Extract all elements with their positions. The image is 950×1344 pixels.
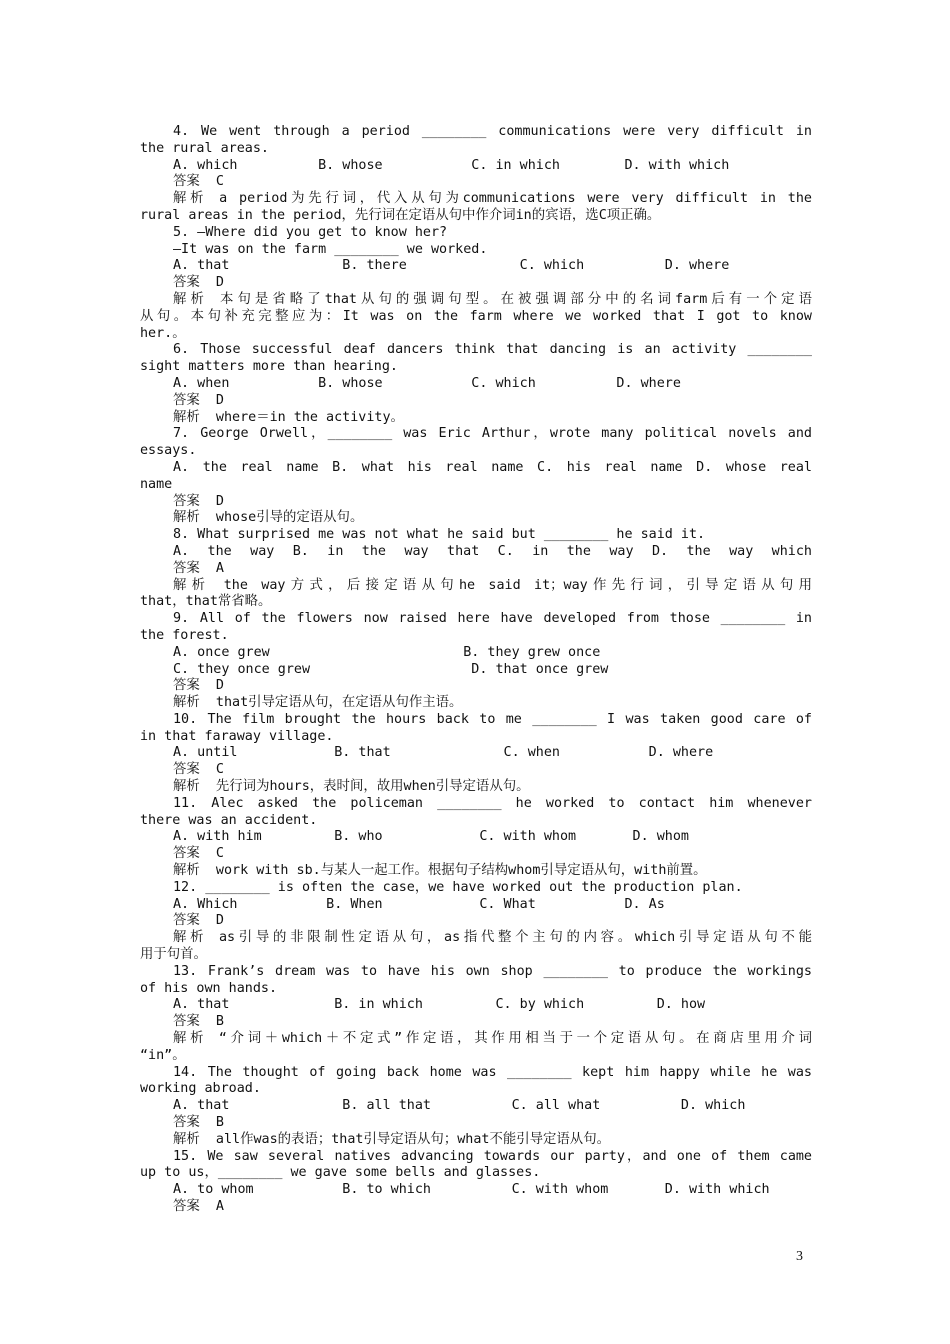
text-line: 解析 本句是省略了that从句的强调句型。在被强调部分中的名词farm后有一个定语 [173, 291, 812, 307]
text-line: 8. What surprised me was not what he said but ________ he said it. [173, 527, 706, 543]
text-line: A. the way B. in the way that C. in the way D. the way which [173, 543, 812, 559]
text-line: 解析 whose引导的定语从句。 [173, 510, 364, 526]
text-line: A. Which B. When C. What D. As [173, 896, 665, 912]
text-line: 答案 C [173, 174, 224, 190]
text-line: her.。 [140, 325, 186, 341]
text-line: 13. Frank’s dream was to have his own shop ________ to produce the workings [173, 963, 812, 979]
text-line: 从句。本句补充完整应为：It was on the farm where we worked that I got to know [140, 308, 812, 324]
text-line: 9. All of the flowers now raised here have developed from those ________ in [173, 611, 812, 627]
text-line: that，that常省略。 [140, 594, 272, 610]
text-line: 答案 D [173, 493, 224, 509]
text-line: 5. —Where did you get to know her? [173, 224, 448, 240]
text-line: 解析 先行词为hours，表时间，故用when引导定语从句。 [173, 779, 530, 795]
text-line: 答案 B [173, 1115, 224, 1131]
text-line: of his own hands. [140, 980, 278, 996]
text-line: 15. We saw several natives advancing towards our party，and one of them came [173, 1148, 812, 1164]
text-line: the rural areas. [140, 140, 269, 156]
text-line: A. to whom B. to which C. with whom D. with which [173, 1182, 770, 1198]
text-line: 答案 A [173, 560, 224, 576]
text-line: C. they once grew D. that once grew [173, 661, 609, 677]
text-line: A. with him B. who C. with whom D. whom [173, 829, 689, 845]
text-line: —It was on the farm ________ we worked. [173, 241, 488, 257]
exercise-text-block [140, 124, 812, 1216]
text-line: working abroad. [140, 1081, 261, 1097]
text-line: 解析 that引导定语从句，在定语从句作主语。 [173, 695, 463, 711]
text-line: 解析 “介词＋which＋不定式”作定语，其作用相当于一个定语从句。在商店里用介词 [173, 1031, 812, 1047]
text-line: 解析 where＝in the activity。 [173, 409, 404, 425]
text-line: name [140, 476, 173, 492]
text-line: sight matters more than hearing. [140, 359, 398, 375]
text-line: A. until B. that C. when D. where [173, 745, 714, 761]
text-line: “in”。 [140, 1047, 186, 1063]
text-line: 答案 D [173, 275, 224, 291]
text-line: 解析 all作was的表语；that引导定语从句；what不能引导定语从句。 [173, 1131, 610, 1147]
text-line: A. that B. in which C. by which D. how [173, 997, 706, 1013]
text-line: 7. George Orwell，________ was Eric Arthur，wrote many political novels and [173, 426, 812, 442]
text-line: up to us，________ we gave some bells and glasses. [140, 1165, 541, 1181]
text-line: 答案 D [173, 913, 224, 929]
text-line: A. the real name B. what his real name C. his real name D. whose real [173, 459, 812, 475]
text-line: essays. [140, 443, 197, 459]
text-line: rural areas in the period，先行词在定语从句中作介词in的宾语，选C项正确。 [140, 207, 661, 223]
text-line: 14. The thought of going back home was ________ kept him happy while he was [173, 1064, 812, 1080]
text-line: 答案 D [173, 678, 224, 694]
text-line: 解析 work with sb.与某人一起工作。根据句子结构whom引导定语从句，with前置。 [173, 863, 707, 879]
text-line: 11. Alec asked the policeman ________ he worked to contact him whenever [173, 795, 812, 811]
text-line: A. when B. whose C. which D. where [173, 375, 681, 391]
text-line: A. once grew B. they grew once [173, 644, 601, 660]
text-line: in that faraway village. [140, 728, 334, 744]
text-line: 解析 as引导的非限制性定语从句，as指代整个主句的内容。which引导定语从句不能 [173, 930, 812, 946]
text-line: A. that B. all that C. all what D. which [173, 1098, 746, 1114]
text-line: 答案 D [173, 392, 224, 408]
text-line: 10. The film brought the hours back to me ________ I was taken good care of [173, 711, 812, 727]
text-line: 答案 C [173, 762, 224, 778]
text-line: A. that B. there C. which D. where [173, 258, 730, 274]
text-line: 答案 B [173, 1014, 224, 1030]
text-line: 6. Those successful deaf dancers think that dancing is an activity ________ [173, 342, 812, 358]
page-number: 3 [796, 1249, 803, 1264]
text-line: 12. ________ is often the case，we have worked out the production plan. [173, 879, 743, 895]
text-line: 用于句首。 [140, 947, 207, 963]
text-line: the forest. [140, 627, 229, 643]
text-line: 解析 a period为先行词，代入从句为communications were very difficult in the [173, 191, 812, 207]
text-line: 答案 A [173, 1199, 224, 1214]
text-line: 答案 C [173, 846, 224, 862]
text-line: 4. We went through a period ________ communications were very difficult in [173, 124, 812, 139]
text-line: there was an accident. [140, 812, 318, 828]
text-line: A. which B. whose C. in which D. with which [173, 157, 730, 173]
text-line: 解析 the way方式，后接定语从句he said it；way作先行词，引导定语从句用 [173, 577, 812, 593]
